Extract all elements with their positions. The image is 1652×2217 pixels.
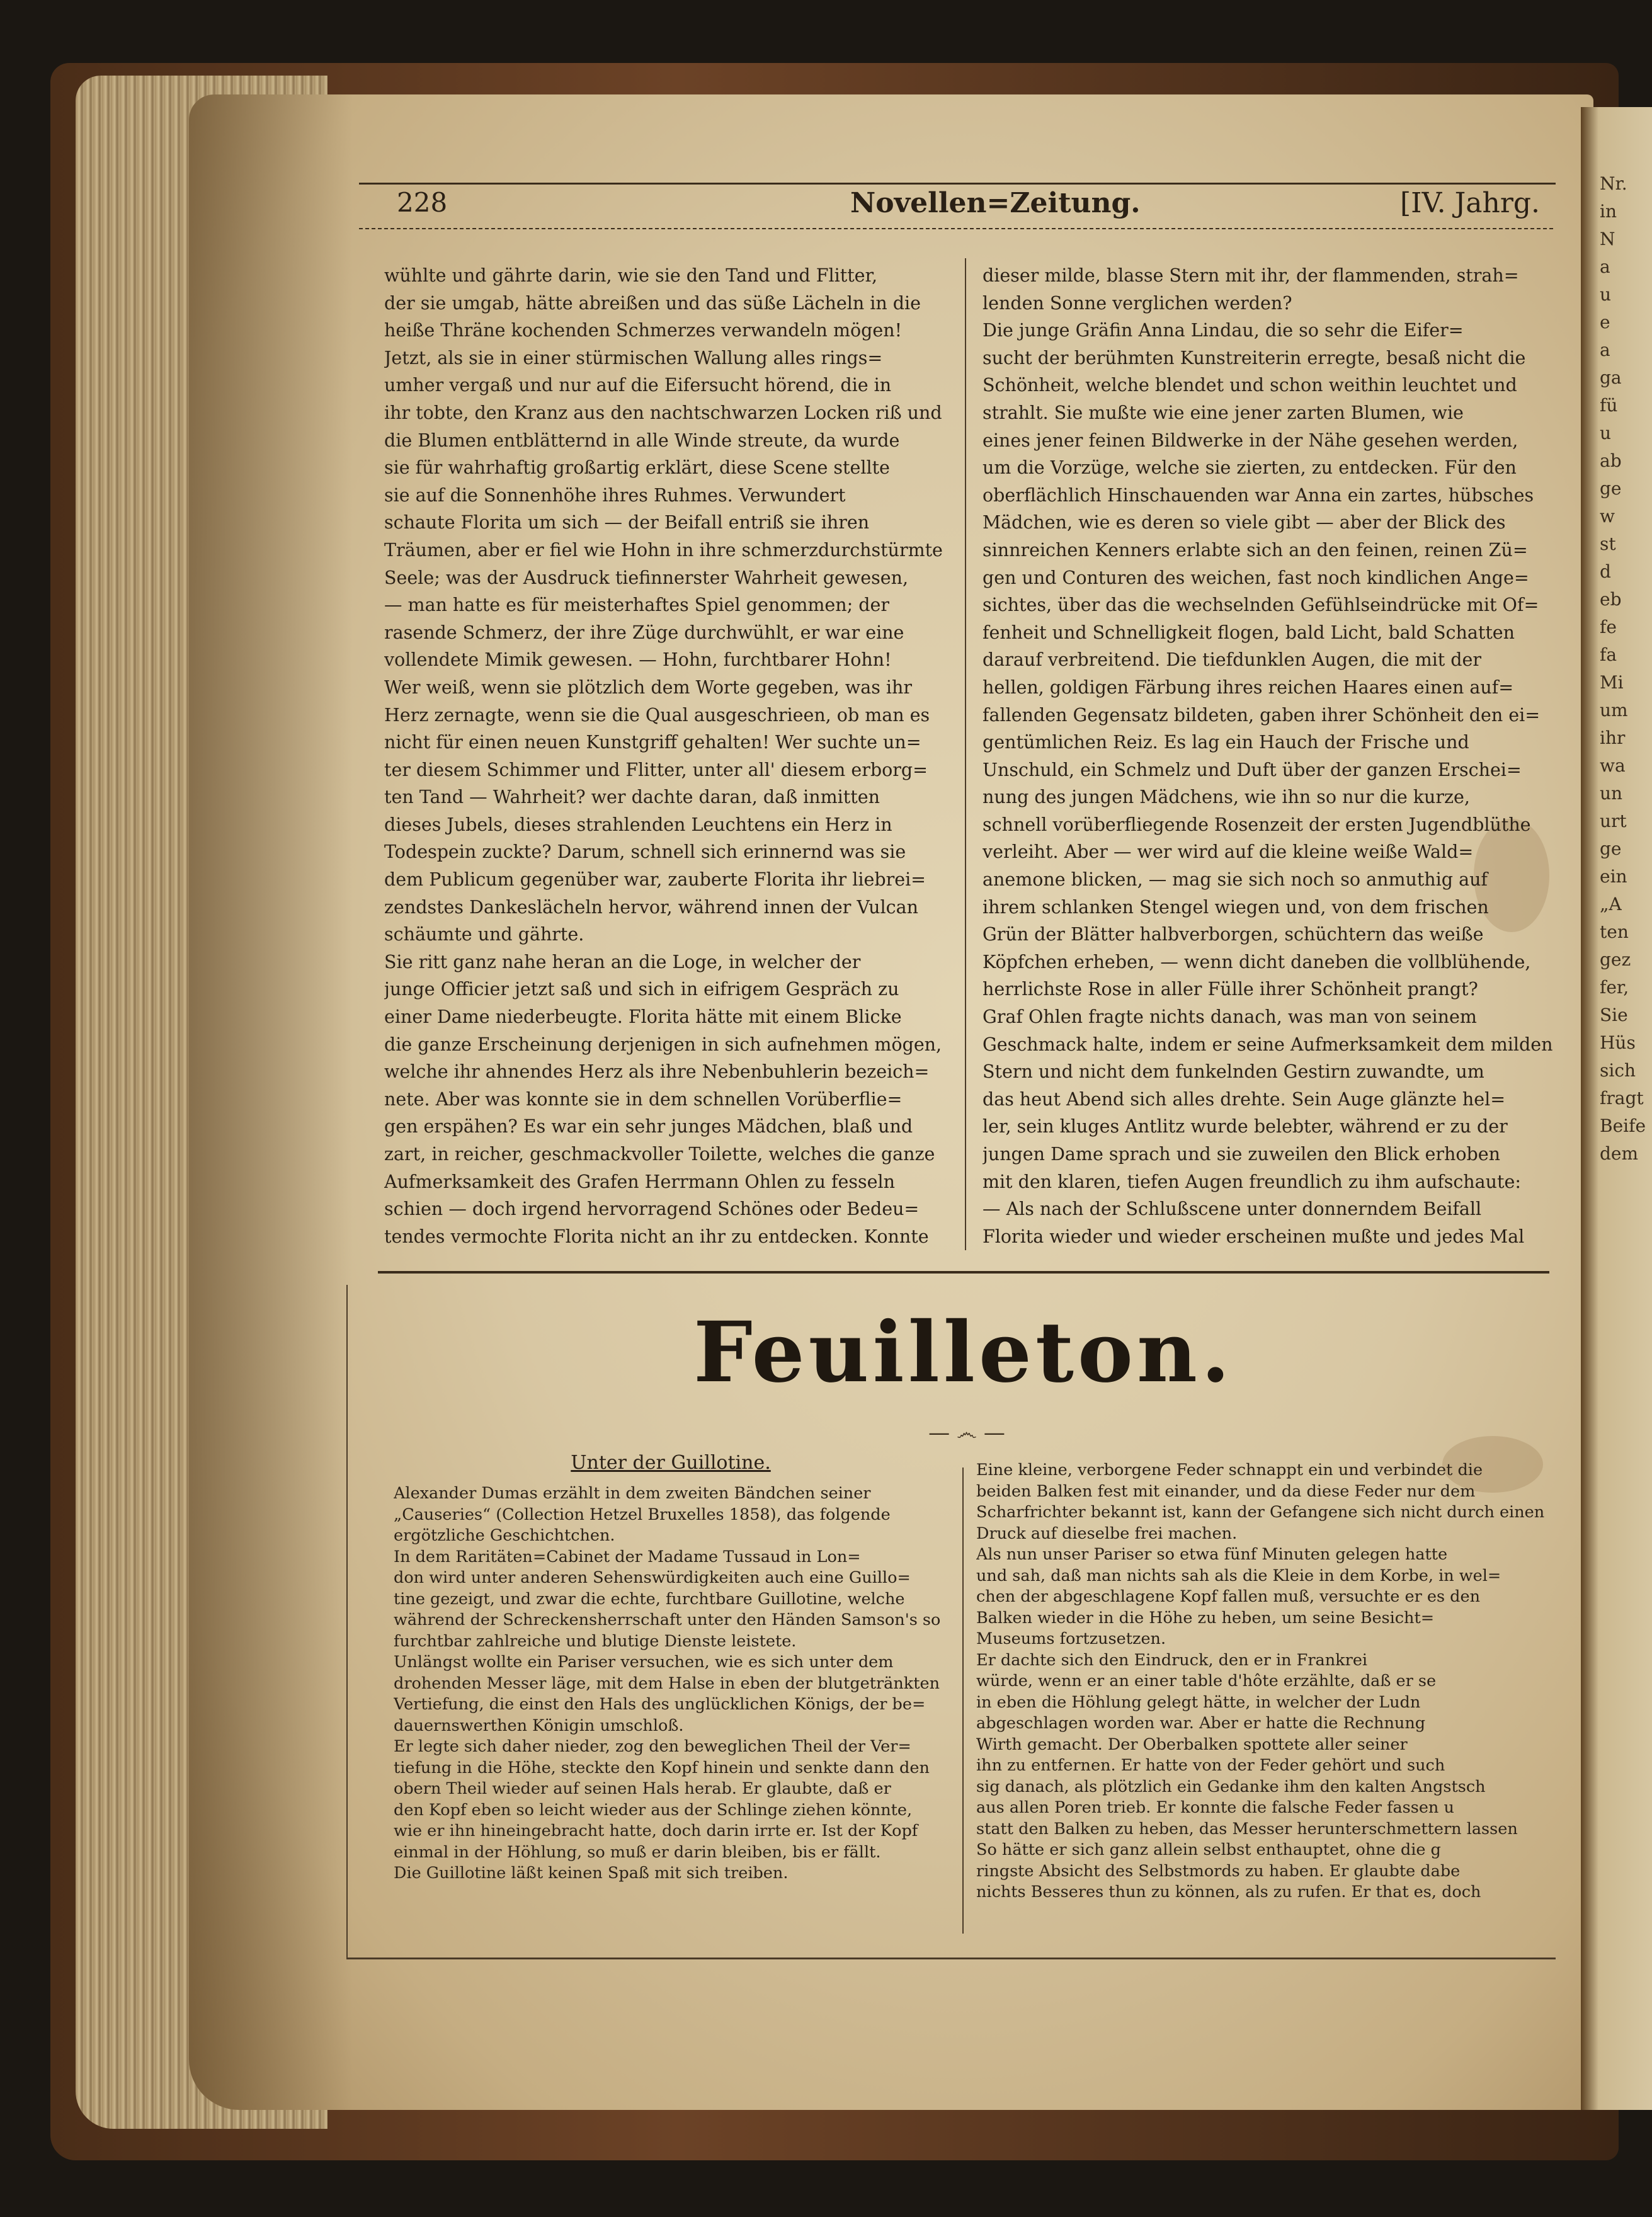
text-line: Köpfchen erheben, — wenn dicht daneben die vollblühende, [983, 951, 1531, 972]
text-line: ringste Absicht des Selbstmords zu haben. Er glaubte dabe [976, 1861, 1461, 1881]
text-line: nete. Aber was konnte sie in dem schnellen Vorüberflie= [384, 1088, 903, 1110]
text-line: sig danach, als plötzlich ein Gedanke ihm den kalten Angstsch [976, 1777, 1486, 1796]
text-line: ga [1600, 367, 1622, 388]
text-line: gentümlichen Reiz. Es lag ein Hauch der Frische und [983, 732, 1469, 753]
text-line: Nr. [1600, 173, 1627, 194]
text-line: Balken wieder in die Höhe zu heben, um seine Besicht= [976, 1608, 1435, 1627]
text-line: Beife [1600, 1115, 1646, 1136]
text-line: anemone blicken, — mag sie sich noch so anmuthig auf [983, 869, 1488, 891]
text-line: verleiht. Aber — wer wird auf die kleine weiße Wald= [983, 841, 1474, 863]
text-line: jungen Dame sprach und sie zuweilen den Blick erhoben [983, 1144, 1501, 1165]
text-line: Sie [1600, 1005, 1628, 1025]
text-line: junge Officier jetzt saß und sich in eifrigem Gespräch zu [384, 979, 899, 1000]
text-line: ergötzliche Geschichtchen. [394, 1526, 615, 1545]
text-line: vollendete Mimik gewesen. — Hohn, furchtbarer Hohn! [384, 649, 892, 671]
text-line: einer Dame niederbeugte. Florita hätte mit einem Blicke [384, 1006, 902, 1028]
text-line: Wer weiß, wenn sie plötzlich dem Worte gegeben, was ihr [384, 676, 913, 698]
text-line: einmal in der Höhlung, so muß er darin bleiben, bis er fällt. [394, 1842, 881, 1862]
text-line: Jetzt, als sie in einer stürmischen Wallung alles rings= [384, 347, 883, 368]
text-line: „A [1600, 894, 1622, 915]
text-line: ab [1600, 450, 1622, 471]
text-line: w [1600, 506, 1615, 527]
text-line: sinnreichen Kenners erlabte sich an den feinen, reinen Zü= [983, 539, 1528, 561]
text-line: Seele; was der Ausdruck tiefinnerster Wahrheit gewesen, [384, 567, 909, 588]
text-line: gen erspähen? Es war ein sehr junges Mädchen, blaß und [384, 1116, 913, 1137]
text-line: dem [1600, 1143, 1639, 1164]
text-line: um [1600, 700, 1628, 721]
text-line: N [1600, 229, 1615, 249]
text-line: Museums fortzusetzen. [976, 1629, 1166, 1648]
text-line: lenden Sonne verglichen werden? [983, 292, 1292, 314]
text-line: wie er ihn hineingebracht hatte, doch darin irrte er. Ist der Kopf [394, 1821, 918, 1840]
text-line: Herz zernagte, wenn sie die Qual ausgeschrieen, ob man es [384, 704, 930, 726]
text-line: ihn zu entfernen. Er hatte von der Feder gehört und such [976, 1756, 1445, 1775]
text-line: Todespein zuckte? Darum, schnell sich erinnernd was sie [384, 841, 906, 863]
text-line: sie auf die Sonnenhöhe ihres Ruhmes. Verwundert [384, 484, 846, 506]
text-line: ler, sein kluges Antlitz wurde belebter, während er zu der [983, 1116, 1508, 1137]
text-line: sucht der berühmten Kunstreiterin erregte, besaß nicht die [983, 347, 1526, 368]
text-line: abgeschlagen worden war. Aber er hatte die Rechnung [976, 1714, 1426, 1733]
text-line: herrlichste Rose in aller Fülle ihrer Schönheit prangt? [983, 979, 1478, 1000]
text-line: beiden Balken fest mit einander, und da diese Feder nur dem [976, 1481, 1476, 1501]
text-line: Mi [1600, 672, 1624, 693]
text-line: ge [1600, 838, 1622, 859]
text-line: sie für wahrhaftig großartig erklärt, diese Scene stellte [384, 457, 890, 479]
text-line: ter diesem Schimmer und Flitter, unter all' diesem erborg= [384, 759, 928, 780]
journal-title: Novellen=Zeitung. [850, 187, 1141, 219]
text-line: u [1600, 423, 1612, 443]
text-line: ihr [1600, 727, 1626, 748]
text-line: ein [1600, 866, 1627, 887]
text-line: Er dachte sich den Eindruck, den er in Frankrei [976, 1650, 1368, 1670]
text-line: e [1600, 312, 1610, 333]
text-line: mit den klaren, tiefen Augen freundlich zu ihm aufschaute: [983, 1171, 1521, 1192]
text-line: Druck auf dieselbe frei machen. [976, 1524, 1238, 1543]
text-line: und sah, daß man nichts sah als die Kleie in dem Korbe, in wel= [976, 1566, 1501, 1585]
text-line: drohenden Messer läge, mit dem Halse in eben der blutgetränkten [394, 1673, 940, 1693]
text-line: ten [1600, 921, 1629, 942]
volume-label: [IV. Jahrg. [1400, 187, 1540, 219]
text-line: fer, [1600, 977, 1629, 998]
text-line: un [1600, 783, 1623, 804]
text-line: Die junge Gräfin Anna Lindau, die so sehr die Eifer= [983, 320, 1464, 341]
text-line: Aufmerksamkeit des Grafen Herrmann Ohlen zu fesseln [384, 1171, 895, 1192]
text-line: dem Publicum gegenüber war, zauberte Florita ihr liebrei= [384, 869, 926, 891]
text-line: oberflächlich Hinschauenden war Anna ein zartes, hübsches [983, 484, 1534, 506]
text-line: schnell vorüberfliegende Rosenzeit der ersten Jugendblüthe [983, 814, 1531, 835]
text-line: zendstes Dankeslächeln hervor, während innen der Vulcan [384, 896, 918, 918]
text-line: umher vergaß und nur auf die Eifersucht hörend, die in [384, 375, 892, 396]
column-divider [965, 258, 966, 1250]
text-line: „Causeries“ (Collection Hetzel Bruxelles 1858), das folgende [394, 1505, 891, 1524]
article-column-right [983, 262, 1590, 1250]
text-line: fe [1600, 617, 1617, 637]
text-line: Hüs [1600, 1032, 1636, 1053]
text-line: ten Tand — Wahrheit? wer dachte daran, daß inmitten [384, 787, 880, 808]
text-line: Als nun unser Pariser so etwa fünf Minuten gelegen hatte [976, 1545, 1448, 1564]
text-line: fallenden Gegensatz bildeten, gaben ihrer Schönheit den ei= [983, 704, 1541, 726]
text-line: tendes vermochte Florita nicht an ihr zu entdecken. Konnte [384, 1226, 929, 1247]
text-line: Stern und nicht dem funkelnden Gestirn zuwandte, um [983, 1061, 1484, 1083]
text-line: strahlt. Sie mußte wie eine jener zarten Blumen, wie [983, 402, 1464, 423]
story-title: Unter der Guillotine. [571, 1452, 771, 1474]
feuilleton-column-left [394, 1483, 954, 1884]
text-line: So hätte er sich ganz allein selbst enthauptet, ohne die g [976, 1840, 1441, 1859]
text-line: schäumte und gährte. [384, 924, 584, 945]
text-line: Florita wieder und wieder erscheinen mußte und jedes Mal [983, 1226, 1525, 1247]
text-line: Unlängst wollte ein Pariser versuchen, wie es sich unter dem [394, 1653, 894, 1672]
text-line: Schönheit, welche blendet und schon weithin leuchtet und [983, 375, 1517, 396]
text-line: Er legte sich daher nieder, zog den beweglichen Theil der Ver= [394, 1737, 911, 1756]
text-line: Mädchen, wie es deren so viele gibt — aber der Blick des [983, 512, 1506, 533]
text-line: Unschuld, ein Schmelz und Duft über der ganzen Erschei= [983, 759, 1522, 780]
feuilleton-heading: Feuilleton. [693, 1304, 1234, 1401]
text-line: fü [1600, 395, 1618, 416]
text-line: Eine kleine, verborgene Feder schnappt ein und verbindet die [976, 1461, 1483, 1479]
page-header [359, 183, 1556, 232]
text-line: furchtbar zahlreiche und blutige Dienste leistete. [394, 1631, 797, 1651]
text-line: würde, wenn er an einer table d'hôte erzählte, daß er se [976, 1672, 1437, 1690]
text-line: In dem Raritäten=Cabinet der Madame Tussaud in Lon= [394, 1547, 861, 1566]
text-line: fenheit und Schnelligkeit flogen, bald Licht, bald Schatten [983, 622, 1515, 643]
text-line: wa [1600, 755, 1626, 776]
text-line: die ganze Erscheinung derjenigen in sich aufnehmen mögen, [384, 1034, 942, 1055]
text-line: ge [1600, 478, 1622, 499]
page-number: 228 [397, 187, 448, 218]
text-line: Scharfrichter bekannt ist, kann der Gefangene sich nicht durch einen [976, 1503, 1545, 1522]
text-line: in [1600, 201, 1617, 222]
text-line: — Als nach der Schlußscene unter donnerndem Beifall [983, 1199, 1482, 1220]
text-line: dauernswerthen Königin umschloß. [394, 1716, 684, 1735]
text-line: während der Schreckensherrschaft unter den Händen Samson's so [394, 1610, 941, 1629]
text-line: urt [1600, 811, 1627, 831]
text-line: — man hatte es für meisterhaftes Spiel genommen; der [384, 595, 889, 616]
text-line: Graf Ohlen fragte nichts danach, was man von seinem [983, 1006, 1477, 1028]
text-line: fragt [1600, 1088, 1644, 1108]
next-page-fragments [1600, 170, 1650, 1168]
text-line: nung des jungen Mädchens, wie ihn so nur die kurze, [983, 787, 1470, 808]
text-line: die Blumen entblätternd in alle Winde streute, da wurde [384, 430, 900, 451]
text-line: darauf verbreitend. Die tiefdunklen Augen, die mit der [983, 649, 1481, 671]
text-line: den Kopf eben so leicht wieder aus der Schlinge ziehen könnte, [394, 1800, 913, 1820]
text-line: ihr tobte, den Kranz aus den nachtschwarzen Locken riß und [384, 402, 942, 423]
text-line: sich [1600, 1060, 1636, 1081]
text-line: don wird unter anderen Sehenswürdigkeiten auch eine Guillo= [394, 1568, 911, 1587]
text-line: aus allen Poren trieb. Er konnte die falsche Feder fassen u [976, 1798, 1454, 1817]
text-line: heiße Thräne kochenden Schmerzes verwandeln mögen! [384, 320, 903, 341]
text-line: eb [1600, 589, 1622, 610]
text-line: nicht für einen neuen Kunstgriff gehalten! Wer suchte un= [384, 732, 921, 753]
text-line: statt den Balken zu heben, das Messer herunterschmettern lassen [976, 1819, 1518, 1838]
text-line: wühlte und gährte darin, wie sie den Tand und Flitter, [384, 265, 878, 286]
text-line: tiefung in die Höhe, steckte den Kopf hinein und senkte dann den [394, 1758, 930, 1777]
text-line: fa [1600, 644, 1617, 665]
text-line: schien — doch irgend hervorragend Schönes oder Bedeu= [384, 1199, 920, 1220]
feuilleton-column-right [976, 1460, 1559, 1903]
text-line: das heut Abend sich alles drehte. Sein Auge glänzte hel= [983, 1088, 1506, 1110]
text-line: Geschmack halte, indem er seine Aufmerksamkeit dem milden [983, 1034, 1553, 1055]
text-line: gez [1600, 949, 1631, 970]
article-column-left [384, 262, 960, 1250]
text-line: eines jener feinen Bildwerke in der Nähe gesehen werden, [983, 430, 1518, 451]
text-line: Vertiefung, die einst den Hals des unglücklichen Königs, der be= [394, 1695, 926, 1714]
text-line: Wirth gemacht. Der Oberbalken spottete aller seiner [976, 1735, 1408, 1754]
text-line: in eben die Höhlung gelegt hätte, in welcher der Ludn [976, 1692, 1421, 1712]
feuilleton-frame-bottom [346, 1958, 1556, 1959]
text-line: st [1600, 533, 1616, 554]
text-line: ihrem schlanken Stengel wiegen und, von dem frischen [983, 896, 1489, 918]
text-line: d [1600, 561, 1611, 582]
text-line: dieser milde, blasse Stern mit ihr, der flammenden, strah= [983, 265, 1519, 286]
text-line: Sie ritt ganz nahe heran an die Loge, in welcher der [384, 951, 861, 972]
text-line: Träumen, aber er fiel wie Hohn in ihre schmerzdurchstürmte [384, 539, 943, 561]
text-line: welche ihr ahnendes Herz als ihre Nebenbuhlerin bezeich= [384, 1061, 930, 1083]
ornament-divider: — ෴ — [928, 1420, 1005, 1445]
section-rule [378, 1271, 1549, 1274]
text-line: rasende Schmerz, der ihre Züge durchwühlt, er war eine [384, 622, 904, 643]
column-divider [962, 1468, 964, 1934]
text-line: schaute Florita um sich — der Beifall entriß sie ihren [384, 512, 870, 533]
text-line: der sie umgab, hätte abreißen und das süße Lächeln in die [384, 292, 921, 314]
text-line: hellen, goldigen Färbung ihres reichen Haares einen auf= [983, 676, 1514, 698]
feuilleton-frame-left [346, 1285, 348, 1959]
text-line: nichts Besseres thun zu können, als zu rufen. Er that es, doch [976, 1883, 1481, 1901]
text-line: obern Theil wieder auf seinen Hals herab. Er glaubte, daß er [394, 1779, 891, 1798]
text-line: u [1600, 284, 1612, 305]
text-line: zart, in reicher, geschmackvoller Toilette, welches die ganze [384, 1144, 935, 1165]
header-rule [359, 228, 1556, 229]
text-line: a [1600, 256, 1610, 277]
text-line: chen der abgeschlagene Kopf fallen muß, versuchte er es den [976, 1587, 1481, 1606]
text-line: gen und Conturen des weichen, fast noch kindlichen Ange= [983, 567, 1529, 588]
page-gutter-shadow [189, 94, 353, 2110]
text-line: Die Guillotine läßt keinen Spaß mit sich treiben. [394, 1864, 789, 1883]
text-line: um die Vorzüge, welche sie zierten, zu entdecken. Für den [983, 457, 1517, 479]
text-line: dieses Jubels, dieses strahlenden Leuchtens ein Herz in [384, 814, 892, 835]
text-line: Alexander Dumas erzählt in dem zweiten Bändchen seiner [394, 1484, 871, 1503]
text-line: sichtes, über das die wechselnden Gefühlseindrücke mit Of= [983, 595, 1539, 616]
text-line: Grün der Blätter halbverborgen, schüchtern das weiße [983, 924, 1484, 945]
text-line: a [1600, 339, 1610, 360]
text-line: tine gezeigt, und zwar die echte, furchtbare Guillotine, welche [394, 1589, 905, 1609]
